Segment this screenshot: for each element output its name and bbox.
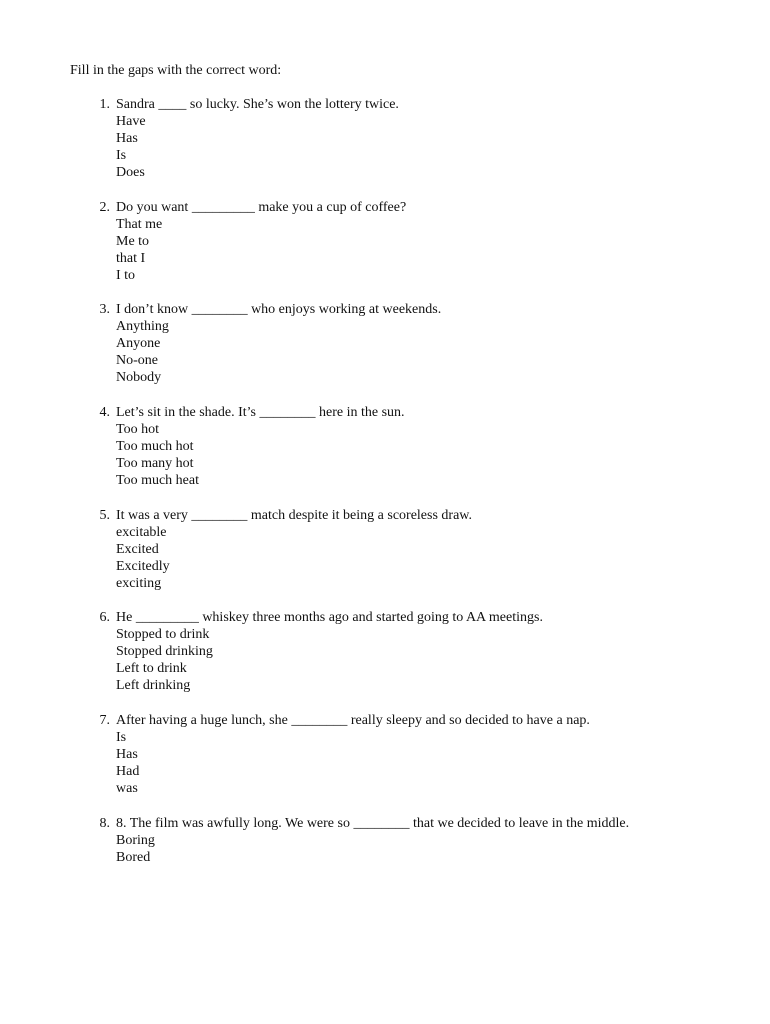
answer-options bbox=[116, 832, 155, 866]
question-number: 4. bbox=[99, 405, 110, 420]
answer-option: Does bbox=[116, 165, 145, 180]
answer-option: Nobody bbox=[116, 370, 162, 385]
question-stem: 8. The film was awfully long. We were so ________ that we decided to leave in the middle. bbox=[116, 816, 630, 831]
answer-option: No-one bbox=[116, 353, 158, 368]
question-stem: Let’s sit in the shade. It’s ________ here in the sun. bbox=[116, 405, 405, 420]
answer-option: Stopped to drink bbox=[116, 627, 210, 642]
answer-options bbox=[116, 524, 170, 592]
answer-option: Had bbox=[116, 764, 140, 779]
answer-option: Is bbox=[116, 730, 127, 745]
question-stem: After having a huge lunch, she ________ really sleepy and so decided to have a nap. bbox=[116, 713, 590, 728]
answer-option: I to bbox=[116, 268, 136, 283]
answer-options bbox=[116, 318, 169, 386]
answer-option: Too much hot bbox=[116, 439, 194, 454]
answer-option: Too hot bbox=[116, 422, 159, 437]
answer-option: excitable bbox=[116, 525, 167, 540]
instruction-text: Fill in the gaps with the correct word: bbox=[70, 63, 282, 78]
answer-option: Left drinking bbox=[116, 678, 191, 693]
answer-option: Left to drink bbox=[116, 661, 187, 676]
answer-option: Is bbox=[116, 148, 127, 163]
answer-option: That me bbox=[116, 217, 163, 232]
question-number: 2. bbox=[99, 200, 110, 215]
answer-option: Anyone bbox=[116, 336, 161, 351]
question-stem: Do you want _________ make you a cup of coffee? bbox=[116, 200, 407, 215]
question-stem: I don’t know ________ who enjoys working at weekends. bbox=[116, 302, 442, 317]
answer-option: Excited bbox=[116, 542, 159, 557]
answer-option: Stopped drinking bbox=[116, 644, 213, 659]
answer-option: Have bbox=[116, 114, 146, 129]
question-number: 8. bbox=[99, 816, 110, 831]
question-stem: He _________ whiskey three months ago and started going to AA meetings. bbox=[116, 610, 543, 625]
question-stem: It was a very ________ match despite it being a scoreless draw. bbox=[116, 508, 472, 523]
answer-option: Excitedly bbox=[116, 559, 170, 574]
question-number: 3. bbox=[99, 302, 110, 317]
answer-options bbox=[116, 216, 162, 284]
answer-option: Anything bbox=[116, 319, 169, 334]
question-number: 7. bbox=[99, 713, 110, 728]
answer-option: Has bbox=[116, 747, 138, 762]
answer-option: Too much heat bbox=[116, 473, 199, 488]
answer-option: Has bbox=[116, 131, 138, 146]
answer-options bbox=[116, 626, 213, 694]
answer-options bbox=[116, 729, 139, 797]
answer-option: exciting bbox=[116, 576, 162, 591]
question-number: 6. bbox=[99, 610, 110, 625]
answer-options bbox=[116, 421, 199, 489]
answer-option: Too many hot bbox=[116, 456, 194, 471]
answer-option: Me to bbox=[116, 234, 150, 249]
answer-option: that I bbox=[116, 251, 146, 266]
answer-option: Bored bbox=[116, 850, 151, 865]
answer-option: was bbox=[116, 781, 138, 796]
answer-option: Boring bbox=[116, 833, 155, 848]
question-number: 5. bbox=[99, 508, 110, 523]
question-stem: Sandra ____ so lucky. She’s won the lottery twice. bbox=[116, 97, 399, 112]
question-number: 1. bbox=[99, 97, 110, 112]
answer-options bbox=[116, 113, 146, 181]
